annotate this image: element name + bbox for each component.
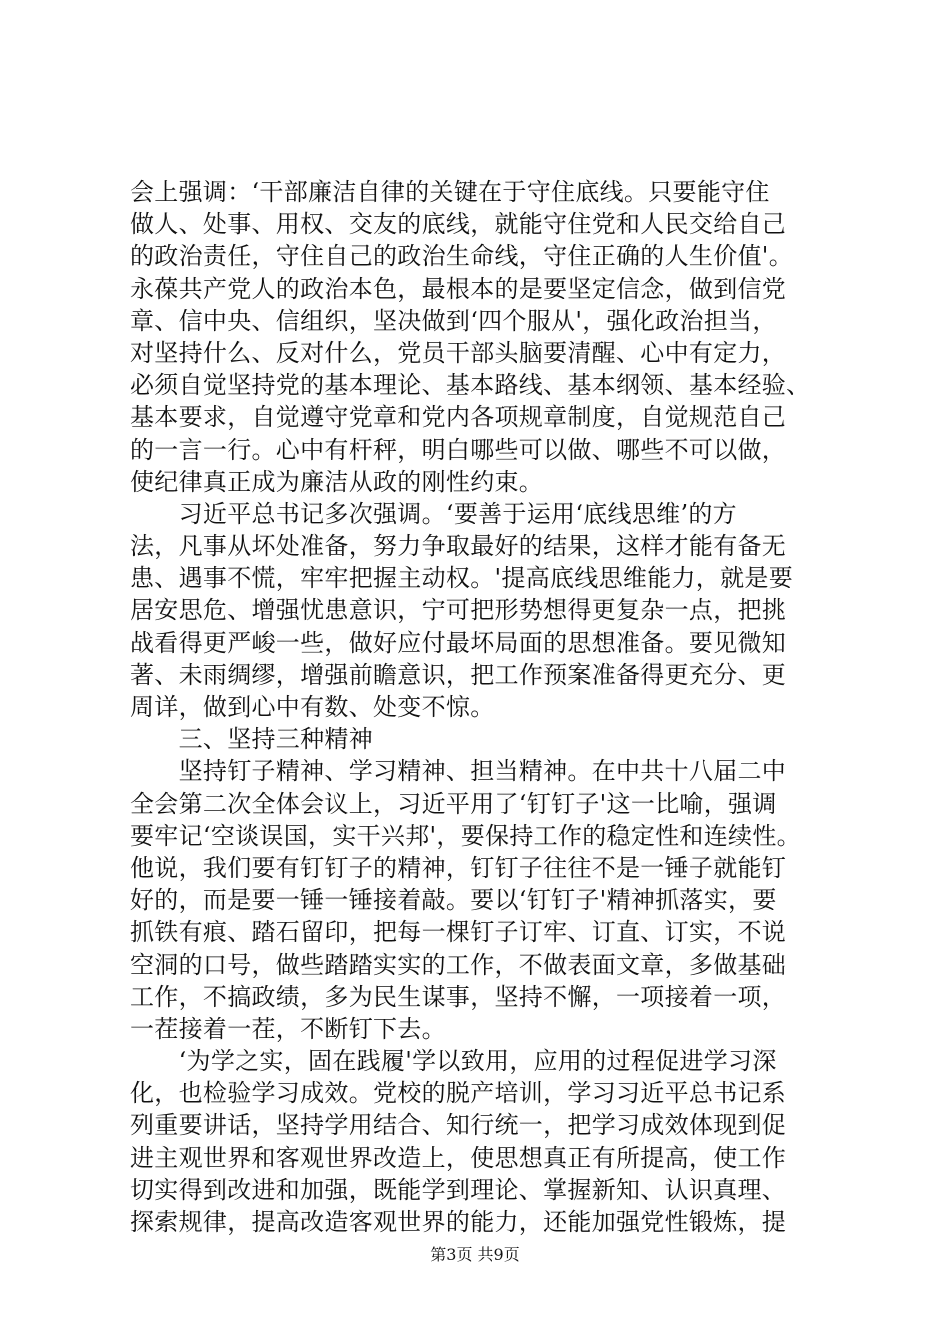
body-text (130, 176, 830, 1238)
text-line: 三、坚持三种精神 (130, 725, 373, 754)
text-line: 一茬接着一茬，不断钉下去。 (130, 1014, 446, 1043)
text-line: 抓铁有痕、踏石留印，把每一棵钉子订牢、订直、订实，不说 (130, 918, 787, 947)
text-line: 好的，而是要一锤一锤接着敲。要以‘钉钉子'精神抓落实，要 (130, 886, 777, 915)
text-line: 著、未雨绸缪，增强前瞻意识，把工作预案准备得更充分、更 (130, 660, 787, 689)
text-line: 探索规律，提高改造客观世界的能力，还能加强党性锻炼，提 (130, 1208, 787, 1236)
text-line: 要牢记‘空谈误国，实干兴邦'，要保持工作的稳定性和连续性。 (130, 821, 801, 850)
text-line: 习近平总书记多次强调。‘要善于运用‘底线思维’的方 (130, 499, 737, 528)
text-line: 必须自觉坚持党的基本理论、基本路线、基本纲领、基本经验、 (130, 371, 811, 400)
text-line: 全会第二次全体会议上，习近平用了‘钉钉子'这一比喻，强调 (130, 789, 777, 818)
text-line: 列重要讲话，坚持学用结合、知行统一，把学习成效体现到促 (130, 1111, 787, 1140)
text-line: 对坚持什么、反对什么，党员干部头脑要清醒、心中有定力， (130, 338, 787, 367)
page-footer: 第3页 共9页 (430, 1245, 520, 1264)
text-line: 法，凡事从坏处准备，努力争取最好的结果，这样才能有备无 (130, 532, 787, 561)
text-line: 的一言一行。心中有杆秤，明白哪些可以做、哪些不可以做， (130, 435, 787, 464)
text-line: 切实得到改进和加强，既能学到理论、掌握新知、认识真理、 (130, 1175, 787, 1204)
text-line: 章、信中央、信组织，坚决做到‘四个服从'，强化政治担当， (130, 306, 777, 335)
text-line: 进主观世界和客观世界改造上，使思想真正有所提高，使工作 (130, 1143, 787, 1172)
text-line: 基本要求，自觉遵守党章和党内各项规章制度，自觉规范自己 (130, 403, 787, 432)
text-line: 的政治责任，守住自己的政治生命线，守住正确的人生价值'。 (130, 242, 793, 271)
text-line: 坚持钉子精神、学习精神、担当精神。在中共十八届二中 (130, 757, 787, 786)
text-line: 战看得更严峻一些，做好应付最坏局面的思想准备。要见微知 (130, 628, 787, 657)
text-line: 使纪律真正成为廉洁从政的刚性约束。 (130, 467, 544, 496)
text-line: 他说，我们要有钉钉子的精神，钉钉子往往不是一锤子就能钉 (130, 853, 787, 882)
text-line: 化，也检验学习成效。党校的脱产培训，学习习近平总书记系 (130, 1079, 787, 1108)
text-line: 患、遇事不慌，牢牢把握主动权。'提高底线思维能力，就是要 (130, 564, 793, 593)
text-line: 会上强调：‘干部廉洁自律的关键在于守住底线。只要能守住 (130, 178, 770, 206)
text-line: 周详，做到心中有数、处变不惊。 (130, 693, 495, 721)
text-line: 空洞的口号，做些踏踏实实的工作，不做表面文章，多做基础 (130, 950, 787, 979)
text-line: 居安思危、增强忧患意识，宁可把形势想得更复杂一点，把挑 (130, 596, 787, 625)
text-line: ‘为学之实，固在践履'学以致用，应用的过程促进学习深 (130, 1047, 777, 1076)
text-line: 永葆共产党人的政治本色，最根本的是要坚定信念，做到信党 (130, 274, 787, 303)
text-line: 做人、处事、用权、交友的底线，就能守住党和人民交给自己 (130, 210, 787, 239)
text-line: 工作，不搞政绩，多为民生谋事，坚持不懈，一项接着一项， (130, 982, 787, 1011)
